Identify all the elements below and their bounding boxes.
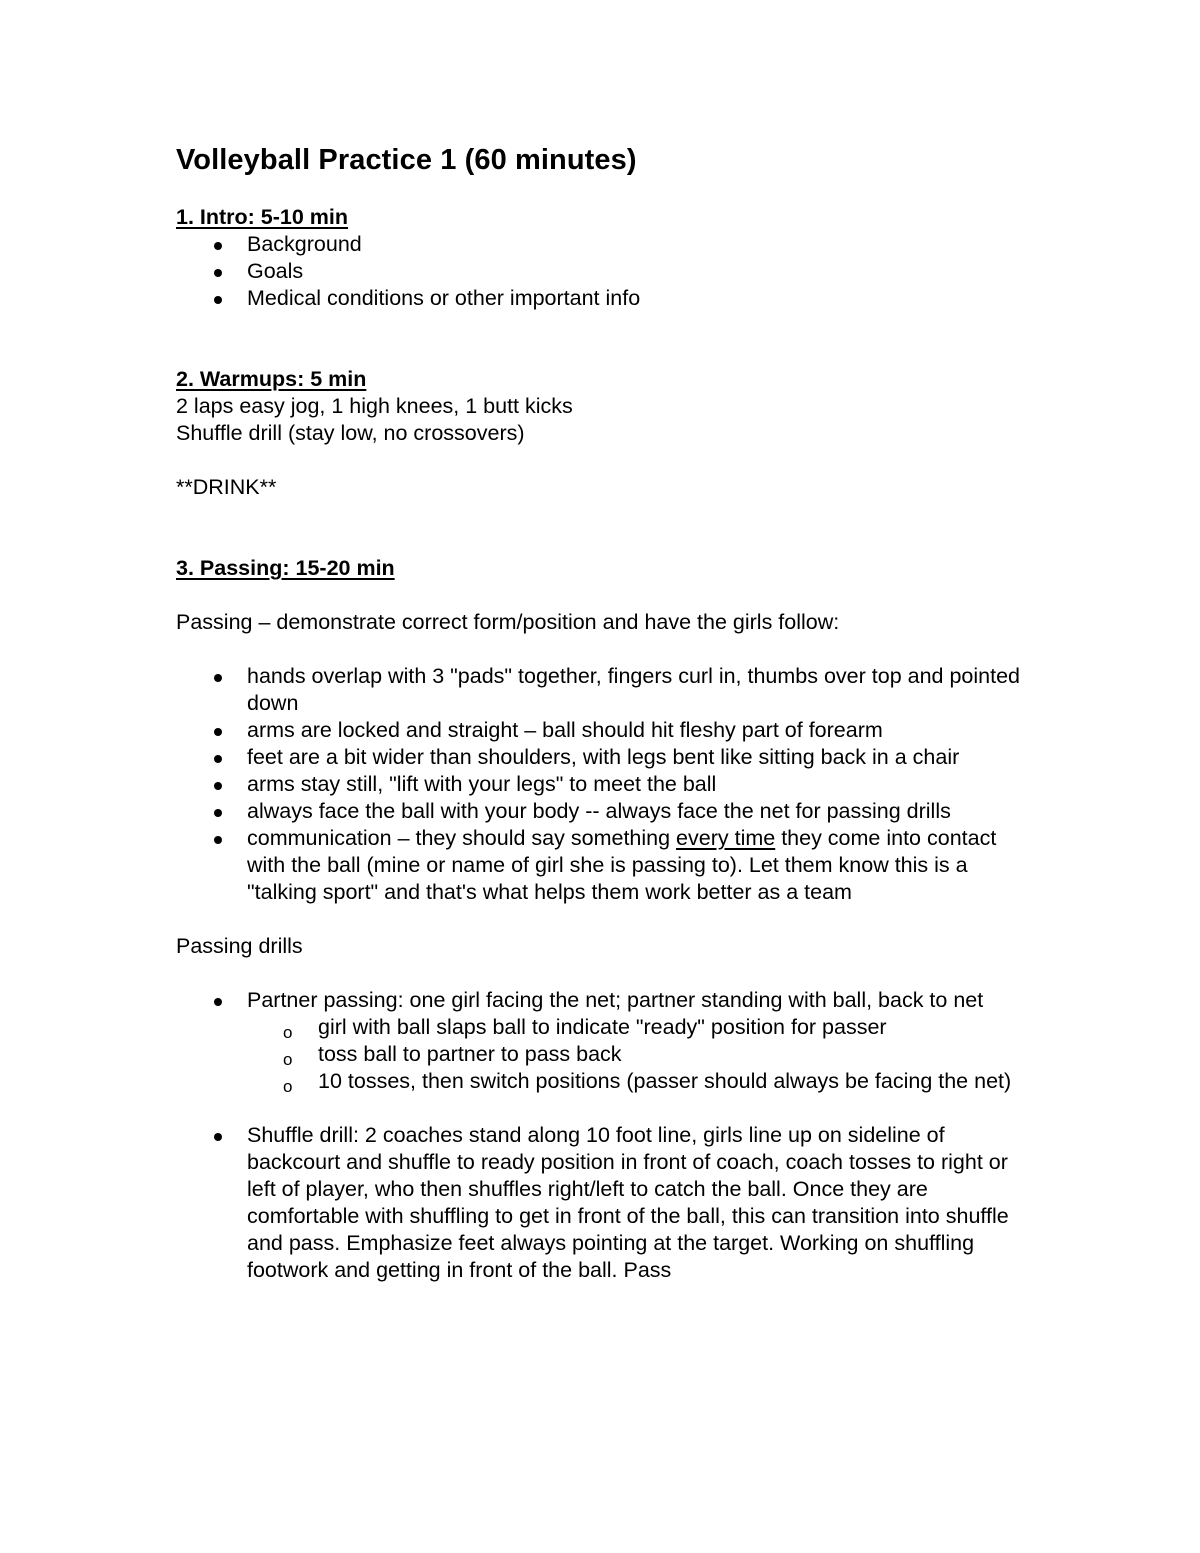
warmups-line: 2 laps easy jog, 1 high knees, 1 butt kicks [176,394,573,418]
list-item: Shuffle drill: 2 coaches stand along 10 foot line, girls line up on sideline of backcourt and shuffle to ready position in front of coach, coach tosses to right or left of player, who then shuffles right/left to catch the ball. Once they are comfortable with shuffling to get in front of the ball, this can transition into shuffle and pass. Emphasize feet always pointing at the target. Working on shuffling footwork and getting in front of the ball. Pass [176,1122,1027,1284]
list-item: arms are locked and straight – ball should hit fleshy part of forearm [176,717,1027,744]
list-item: Background [176,231,1027,258]
bullet-dot-icon [214,269,222,277]
bullet-dot-icon [214,674,222,682]
warmups-line: Shuffle drill (stay low, no crossovers) [176,421,525,445]
sub-list-item: o girl with ball slaps ball to indicate "ready" position for passer [283,1015,887,1042]
sub-list-item: o toss ball to partner to pass back [283,1042,622,1069]
emphasis-text: every time [676,826,776,850]
circle-bullet-icon: o [283,1023,293,1042]
bullet-dot-icon [214,296,222,304]
circle-bullet-icon: o [283,1050,293,1069]
intro-heading: 1. Intro: 5-10 min [176,205,349,229]
bullet-dot-icon [214,809,222,817]
document-body [176,204,1050,1284]
list-item: communication – they should say something every time they come into contact with the ball (mine or name of girl she is passing to). Let them know this is a "talking sport" and that's what helps them work better as a team [176,825,1027,906]
partner-drill-steps [247,1014,1027,1095]
bullet-dot-icon [214,755,222,763]
list-item: always face the ball with your body -- always face the net for passing drills [176,798,1027,825]
bullet-dot-icon [214,836,222,844]
list-item: arms stay still, "lift with your legs" to meet the ball [176,771,1027,798]
sub-list-item: o 10 tosses, then switch positions (passer should always be facing the net) [283,1069,1012,1096]
shuffle-drill-list [176,1122,1050,1284]
warmups-heading: 2. Warmups: 5 min [176,367,367,391]
list-item: feet are a bit wider than shoulders, with legs bent like sitting back in a chair [176,744,1027,771]
list-item: Medical conditions or other important info [176,285,1027,312]
circle-bullet-icon: o [283,1077,293,1096]
bullet-dot-icon [214,782,222,790]
passing-drills-label: Passing drills [176,934,303,958]
passing-intro: Passing – demonstrate correct form/position and have the girls follow: [176,610,840,634]
passing-form-list [176,663,1050,906]
list-item: Partner passing: one girl facing the net; partner standing with ball, back to net o girl with ball slaps ball to indicate "ready" position for passer o toss ball to partner to pass back o 10 tosses, then switch positions (passer should always be facing the net) [176,987,1027,1095]
list-item: Goals [176,258,1027,285]
list-item: hands overlap with 3 "pads" together, fingers curl in, thumbs over top and pointed down [176,663,1027,717]
bullet-dot-icon [214,242,222,250]
bullet-dot-icon [214,1133,222,1141]
bullet-dot-icon [214,728,222,736]
drink-reminder: **DRINK** [176,475,277,499]
intro-bullet-list [176,231,1050,312]
document-title: Volleyball Practice 1 (60 minutes) [176,144,637,176]
passing-heading: 3. Passing: 15-20 min [176,556,395,580]
bullet-dot-icon [214,998,222,1006]
passing-drills-list [176,987,1050,1095]
